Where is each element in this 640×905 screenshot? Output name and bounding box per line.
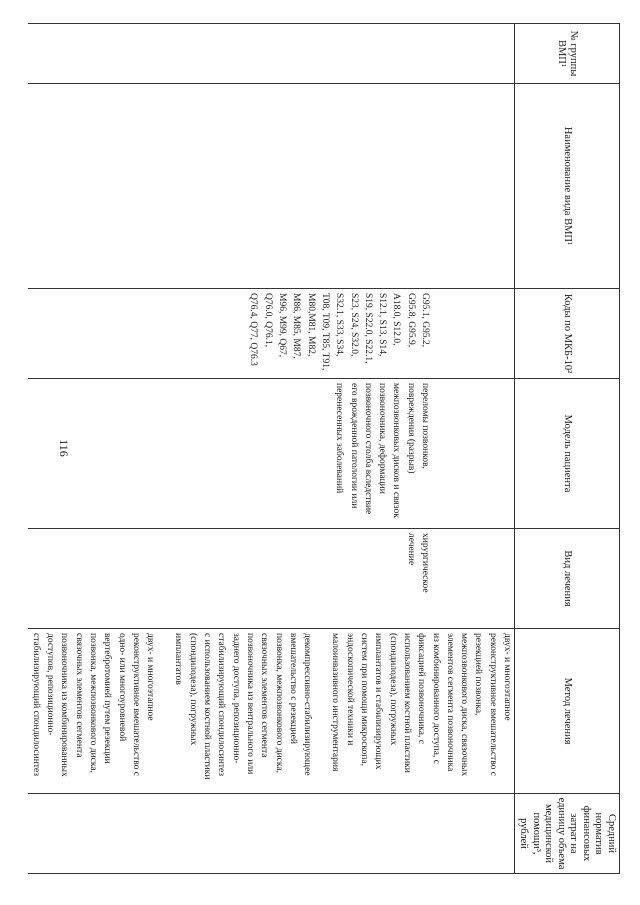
cell-group-no-empty: [432, 24, 515, 84]
header-avg-cost: Средний норматив финансовых затрат на единицу объема медицинской помощи³, рублей: [515, 794, 620, 874]
cell-treatment-type: [29, 529, 433, 629]
header-treatment-type: Вид лечения: [515, 529, 620, 629]
cell-vmp-name-empty: [432, 84, 515, 289]
table-header-row: [515, 24, 620, 874]
patient-model-text: переломы позвонков, повреждения (разрыв) межпозвонковых дисков и связок позвоночника, деформации позвоночного столба вследствие его врожденной патологии или перенесенных заболеваний: [334, 383, 430, 518]
cell-icd-codes: [29, 289, 433, 379]
method-text-1: декомпрессивно-стабилизирующее вмешательство с резекцией позвонка, межпозвонкового диска, связочных элементов сегмента позвоночника из вентрального или заднего доступа, репозиционно- стабилизирующий спондилосинтез с использованием костной пластики (спондилодеза), погружных имплантатов: [173, 633, 313, 780]
vmp-table: [29, 23, 621, 874]
method-continued-text: двух- и многоэтапное реконструктивное вмешательство с резекцией позвонка, межпозвонкового диска, связочных элементов сегмента позвоночника из комбинированного доступа, с фиксацией позвоночника, с использованием костной пластики (спондилодеза), погружных имплантатов и стабилизирующих систем при помощи микроскопа, эндоскопической техники и малоинвазивного инструментария: [330, 633, 512, 777]
method-text-2: двух- и многоэтапное реконструктивное вмешательство с одно- или многоуровневой вертебротомией путем резекции позвонка, межпозвонкового диска, связочных элементов сегмента позвоночника из комбинированных доступов, репозиционно- стабилизирующий спондилосинтез: [30, 633, 156, 777]
cell-vmp-name: [29, 84, 433, 289]
header-icd-codes: Коды по МКБ-10²: [515, 289, 620, 379]
icd-codes-text: G95.1, G95.2, G95.8, G95.9, A18.0, S12.0, S12.1, S13, S14, S19, S22.0, S22.1, S23, S24, S32.0, S32.1, S33, S34, T08, T09, T85, T91, M80,M81, M82, M86, M85, M87, M96, M99, Q67, Q76.0, Q76.1, Q76.4, Q77, Q76.3: [248, 293, 430, 371]
cell-icd-empty: [432, 289, 515, 379]
cell-treatment-methods: [29, 629, 515, 794]
table-row-continued: [432, 24, 515, 874]
header-vmp-name: Наименование вида ВМП¹: [515, 84, 620, 289]
cell-patient-model: [29, 379, 433, 529]
cell-model-empty: [432, 379, 515, 529]
header-patient-model: Модель пациента: [515, 379, 620, 529]
treatment-type-text: хирургическое лечение: [405, 533, 430, 593]
cell-avg-cost-empty: [29, 794, 515, 874]
cell-type-empty: [432, 529, 515, 629]
header-group-no: № группы ВМП¹: [515, 24, 620, 84]
page-number: 116: [57, 439, 71, 457]
header-treatment-method: Метод лечения: [515, 629, 620, 794]
cell-group-no: [29, 24, 433, 84]
